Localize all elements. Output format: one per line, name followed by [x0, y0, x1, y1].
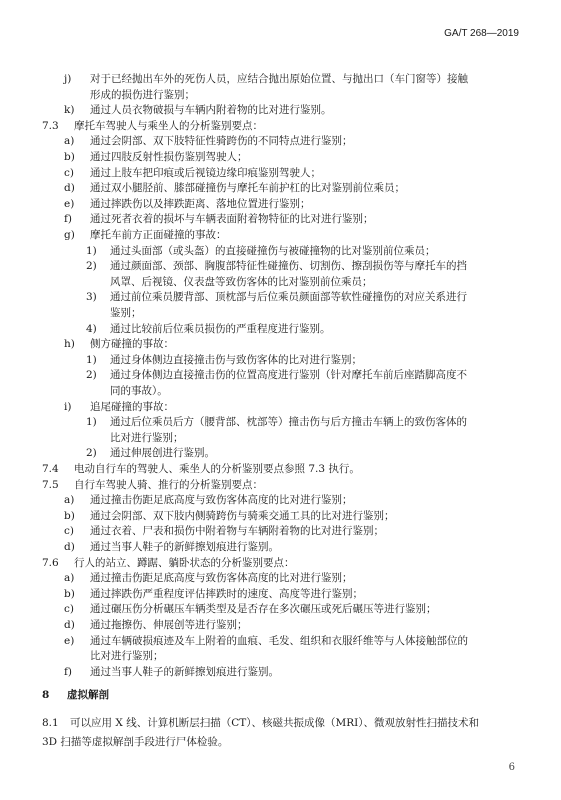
item-text: 摩托车前方正面碰撞的事故： — [90, 229, 227, 241]
item-text: 通过头面部（或头盔）的直接碰撞伤与被碰撞物的比对鉴别前位乘员； — [110, 244, 436, 257]
item-number: 2) — [86, 260, 97, 273]
section-8-heading — [42, 688, 109, 702]
item-text: 通过比较前后位乘员损伤的严重程度进行鉴别。 — [110, 322, 331, 335]
item-number: 1) — [86, 416, 97, 429]
item-number: 7.6 — [42, 556, 59, 569]
item-text: 通过拖擦伤、伸展创等进行鉴别； — [90, 619, 248, 631]
item-number: b) — [64, 587, 75, 600]
item-text: 行人的站立、蹲踞、躺卧状态的分析鉴别要点： — [74, 556, 295, 569]
item-text: 通过撞击伤距足底高度与致伤客体高度的比对进行鉴别； — [90, 572, 353, 585]
item-number: f) — [64, 665, 72, 678]
item-text: 同的事故）。 — [110, 385, 168, 397]
item-text: 通过碾压伤分析碾压车辆类型及是否存在多次碾压或死后碾压等进行鉴别； — [90, 603, 437, 616]
item-number: 1) — [86, 244, 97, 257]
item-text: 通过双小腿胫前、膝部碰撞伤与摩托车前护杠的比对鉴别前位乘员； — [90, 182, 405, 195]
item-text: 比对进行鉴别； — [90, 650, 164, 663]
item-text: 通过身体侧边直接撞击伤与致伤客体的比对进行鉴别； — [110, 353, 362, 366]
item-text: 风罩、后视镜、仪表盘等致伤客体的比对鉴别前位乘员； — [110, 275, 373, 288]
item-text: 比对进行鉴别； — [110, 431, 184, 444]
item-number: 3) — [86, 291, 97, 304]
item-text: 摩托车驾驶人与乘坐人的分析鉴别要点： — [74, 119, 263, 132]
item-number: i) — [64, 400, 72, 413]
clause-number: 8.1 — [42, 717, 59, 729]
item-text: 通过当事人鞋子的新鲜擦划痕进行鉴别。 — [90, 541, 279, 553]
item-number: 2) — [86, 447, 97, 460]
item-text: 对于已经抛出车外的死伤人员，应结合抛出原始位置、与抛出口（车门窗等）接触 — [90, 73, 468, 85]
item-text: 鉴别； — [110, 307, 142, 319]
item-text: 通过人员衣物破损与车辆内附着物的比对进行鉴别。 — [90, 104, 332, 117]
item-number: d) — [64, 619, 75, 631]
item-text: 追尾碰撞的事故： — [90, 400, 174, 413]
item-number: b) — [64, 151, 75, 163]
item-text: 通过身体侧边直接撞击伤的位置高度进行鉴别（针对摩托车前后座踏脚高度不 — [110, 369, 467, 382]
item-number: 1) — [86, 353, 97, 366]
item-text: 通过会阴部、双下肢内侧骑跨伤与骑乘交通工具的比对进行鉴别； — [90, 509, 395, 522]
item-text: 通过四肢反射性损伤鉴别驾驶人； — [90, 151, 248, 163]
standard-code-header: GA/T 268—2019 — [444, 28, 519, 39]
item-number: 2) — [86, 369, 97, 382]
item-text: 通过衣着、尸表和损伤中附着物与车辆附着物的比对进行鉴别； — [90, 525, 384, 538]
item-text: 通过当事人鞋子的新鲜擦划痕进行鉴别。 — [90, 665, 279, 678]
item-number: d) — [64, 541, 75, 553]
page-number: 6 — [508, 762, 515, 773]
item-number: 7.5 — [42, 478, 59, 491]
item-number: c) — [64, 603, 74, 616]
item-number: b) — [64, 509, 75, 522]
item-number: j) — [64, 73, 72, 85]
item-number: a) — [64, 572, 75, 585]
item-number: e) — [64, 634, 75, 647]
item-text: 通过颜面部、颈部、胸腹部特征性碰撞伤、切割伤、擦刮损伤等与摩托车的挡 — [110, 260, 467, 273]
item-text: 通过上肢车把印痕或后视镜边缘印痕鉴别驾驶人； — [90, 166, 321, 179]
item-text: 通过后位乘员后方（腰背部、枕部等）撞击伤与后方撞击车辆上的致伤客体的 — [110, 416, 467, 429]
section-number: 8 — [42, 689, 50, 701]
item-number: 7.3 — [42, 119, 59, 132]
clause-text: 可以应用 X 线、计算机断层扫描（CT）、核磁共振成像（MRI）、微观放射性扫描技术和 — [70, 717, 480, 729]
item-text: 通过伸展创进行鉴别。 — [110, 447, 215, 460]
item-number: c) — [64, 166, 74, 179]
item-text: 通过前位乘员腰背部、顶枕部与后位乘员颜面部等软性碰撞伤的对应关系进行 — [110, 291, 467, 304]
item-text: 侧方碰撞的事故： — [90, 338, 174, 351]
item-number: 4) — [86, 322, 97, 335]
item-text: 电动自行车的驾驶人、乘坐人的分析鉴别要点参照 7.3 执行。 — [74, 463, 360, 475]
item-number: c) — [64, 525, 74, 538]
item-number: a) — [64, 135, 75, 148]
item-text: 通过会阴部、双下肢特征性骑跨伤的不同特点进行鉴别； — [90, 135, 353, 148]
item-text: 通过摔跌伤以及摔跌距离、落地位置进行鉴别； — [90, 197, 311, 210]
item-number: e) — [64, 197, 75, 210]
item-number: d) — [64, 182, 75, 195]
section-title: 虚拟解剖 — [66, 689, 109, 701]
item-number: h) — [64, 338, 75, 351]
item-number: k) — [64, 104, 75, 117]
item-number: a) — [64, 494, 75, 507]
item-number: 7.4 — [42, 463, 59, 475]
item-text: 形成的损伤进行鉴别； — [90, 88, 195, 101]
item-text: 自行车驾驶人骑、推行的分析鉴别要点： — [74, 478, 263, 491]
item-text: 通过撞击伤距足底高度与致伤客体高度的比对进行鉴别； — [90, 494, 353, 507]
item-text: 通过死者衣着的损坏与车辆表面附着物特征的比对进行鉴别； — [90, 213, 374, 226]
item-text: 通过车辆破损痕迹及车上附着的血痕、毛发、组织和衣服纤维等与人体接触部位的 — [90, 634, 468, 647]
item-text: 通过摔跌伤严重程度评估摔跌时的速度、高度等进行鉴别； — [90, 587, 363, 600]
clause-8-1-line-2: 3D 扫描等虚拟解剖手段进行尸体检验。 — [42, 736, 229, 748]
item-number: f) — [64, 213, 72, 226]
clause-8-1-line-1 — [42, 716, 479, 730]
item-number: g) — [64, 229, 75, 241]
